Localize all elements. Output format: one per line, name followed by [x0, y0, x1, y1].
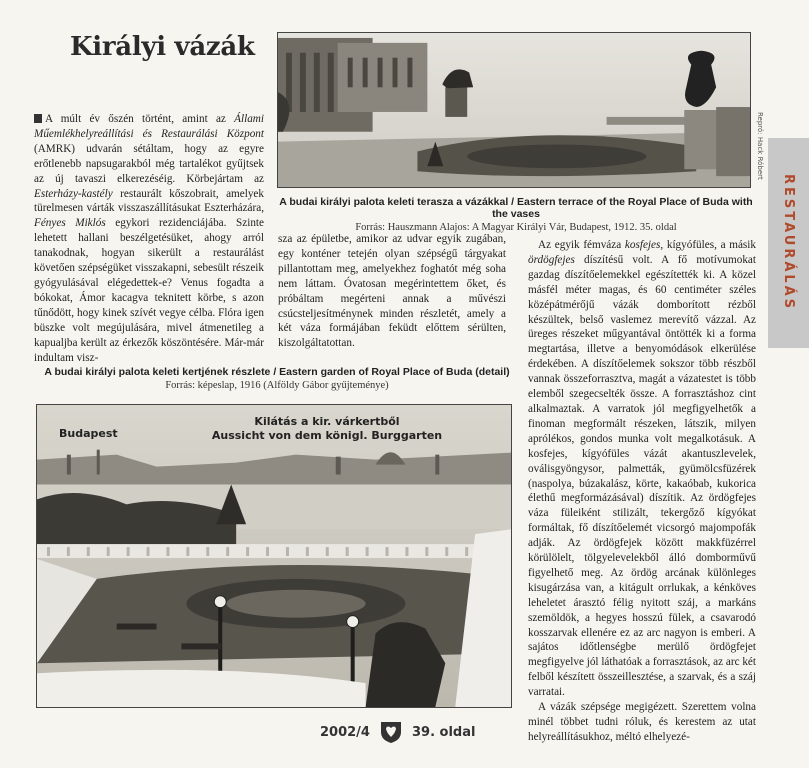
- garden-caption: [36, 366, 518, 391]
- text-column-3: [528, 238, 756, 745]
- article-title: Királyi vázák: [70, 32, 255, 62]
- garden-postcard-photo: [36, 404, 512, 708]
- heart-crest-icon: [380, 720, 402, 744]
- photo-credit: Repró: Hack Róbert: [756, 112, 764, 180]
- vase-description-paragraph: Az egyik fémváza kosfejes, kígyófüles, a másik ördögfejes díszítésű volt. A fő motívumokat gazdag díszítőelemekkel egészítették ki. A közel másfél méter magas, és 60 centiméter széles középátmérőjű vázák domborított rézből készültek, belső vaslemez merevítő vázzal. Az üreges részeket műgyantával öntötték ki a forma megtartása, illetve a benyomódások elkerülése érdekében. A díszítőelemek sokszor több részből vannak összeforrasztva, magát a vázatestet is több elemből szegecselték össze. A forrasztáshoz cint alkalmaztak. A varratok jól megfigyelhetők a finoman megformált részeken, látszik, milyen aprólékos, gondos munka volt megalkotásuk. A kosfejes, kígyófüles vázát akantuszlevelek, oválisgyöngysor, palmetták, gyümölcsfüzérek (naspolya, búzakalász, körte, kakaóbab, kukorica élethű megformázásával) díszítik. Az ördögfejes váza füleiként stilizált, tekergőző kígyókat formáltak, fő díszítőelemét vicsorgó majompofák adják. Az ördögfejek között makkfüzérrel körülölelt, tölgyelevelekből álló domborművű figyelhető meg. Az ördög arcának különleges kisugárzása van, a kitágult orrlukak, a kénköves leheletet árasztó félig nyitott száj, a markáns szemöldök, a hegyes hosszú fülek, a csavarodó kosszarvak ellenére ez az arc nagyon is emberi. A sajátos időtlenségbe merülő ördögfejet megfigyelve jól láthatóak a forrasztások, az arc két felből készített összeillesztése, a szarvak, és a száj varratai.: [528, 239, 756, 699]
- issue-number: 2002/4: [320, 724, 370, 740]
- garden-caption-source: Forrás: képeslap, 1916 (Alföldy Gábor gyűjteménye): [165, 380, 389, 391]
- postcard-title-de: Aussicht von dem königl. Burggarten: [211, 429, 443, 442]
- closing-paragraph: A vázák szépsége megigézett. Szerettem volna minél többet tudni róluk, és kerestem az utat helyreállításukhoz, méltó elhelyezé-: [528, 701, 756, 743]
- text-column-2: [278, 232, 506, 351]
- intro-paragraph: A múlt év őszén történt, amint az Állami Műemlékhelyreállítási és Restaurálási Központ (AMRK) udvarán sétáltam, hogy az egyre erőtlenebb napsugarakból még tartalékot gyűjtsek az új tavaszi elkerezéséig. Körbejártam az Esterházy-kastély restaurált kőszobrait, amelyek türelmesen várták visszaszállításukat Eszterházára, Fényes Miklós egykori rezidenciájába. Szinte lehetett hallani beszélgetésüket, ahogy arról tanakodnak, hogyan sikerült a restaurálást követően szépségüket visszakapni, sebesült részeik gyógyulásával elégedettek-e? Venus fogadta a bókokat, Ámor kacagva teknitett körbe, s azon tűnődött, hogy kinek szívét vegye célba. Flóra igen büszke volt megújulására, mivel átmenetileg a kapualjba került az érkezők köszöntésére. Már-már indultam visz-: [34, 113, 264, 364]
- text-column-1: [34, 112, 264, 365]
- terrace-caption-source: Forrás: Hauszmann Alajos: A Magyar Királyi Vár, Budapest, 1912. 35. oldal: [355, 222, 677, 233]
- page-footer: [320, 720, 475, 744]
- page-number: 39. oldal: [411, 724, 476, 740]
- continued-paragraph: sza az épületbe, amikor az udvar egyik zugában, egy konténer tetején olyan szépségű tárgyakat pillantottam meg, amelyekhez foghatót még soha nem láttam. Óvatosan megérintettem őket, és próbáltam megérteni annak a művészi csúcsteljesítménynek minden részletét, amely a két váza formájában feküdt előttem sérülten, kiszolgáltatottan.: [278, 233, 506, 350]
- paragraph-marker-icon: [34, 114, 42, 123]
- terrace-caption-text: A budai királyi palota keleti terasza a vázákkal / Eastern terrace of the Royal Place of Buda with the vases: [279, 196, 753, 220]
- postcard-title-hu: Kilátás a kir. várkertből: [254, 415, 400, 428]
- section-tab: [768, 138, 809, 348]
- section-tab-label: RESTAURÁLÁS: [781, 174, 796, 312]
- postcard-city-label: Budapest: [59, 427, 118, 440]
- garden-caption-text: A budai királyi palota keleti kertjének részlete / Eastern garden of Royal Place of Buda (detail): [44, 366, 510, 378]
- terrace-photo: [277, 32, 751, 188]
- terrace-caption: [278, 196, 754, 233]
